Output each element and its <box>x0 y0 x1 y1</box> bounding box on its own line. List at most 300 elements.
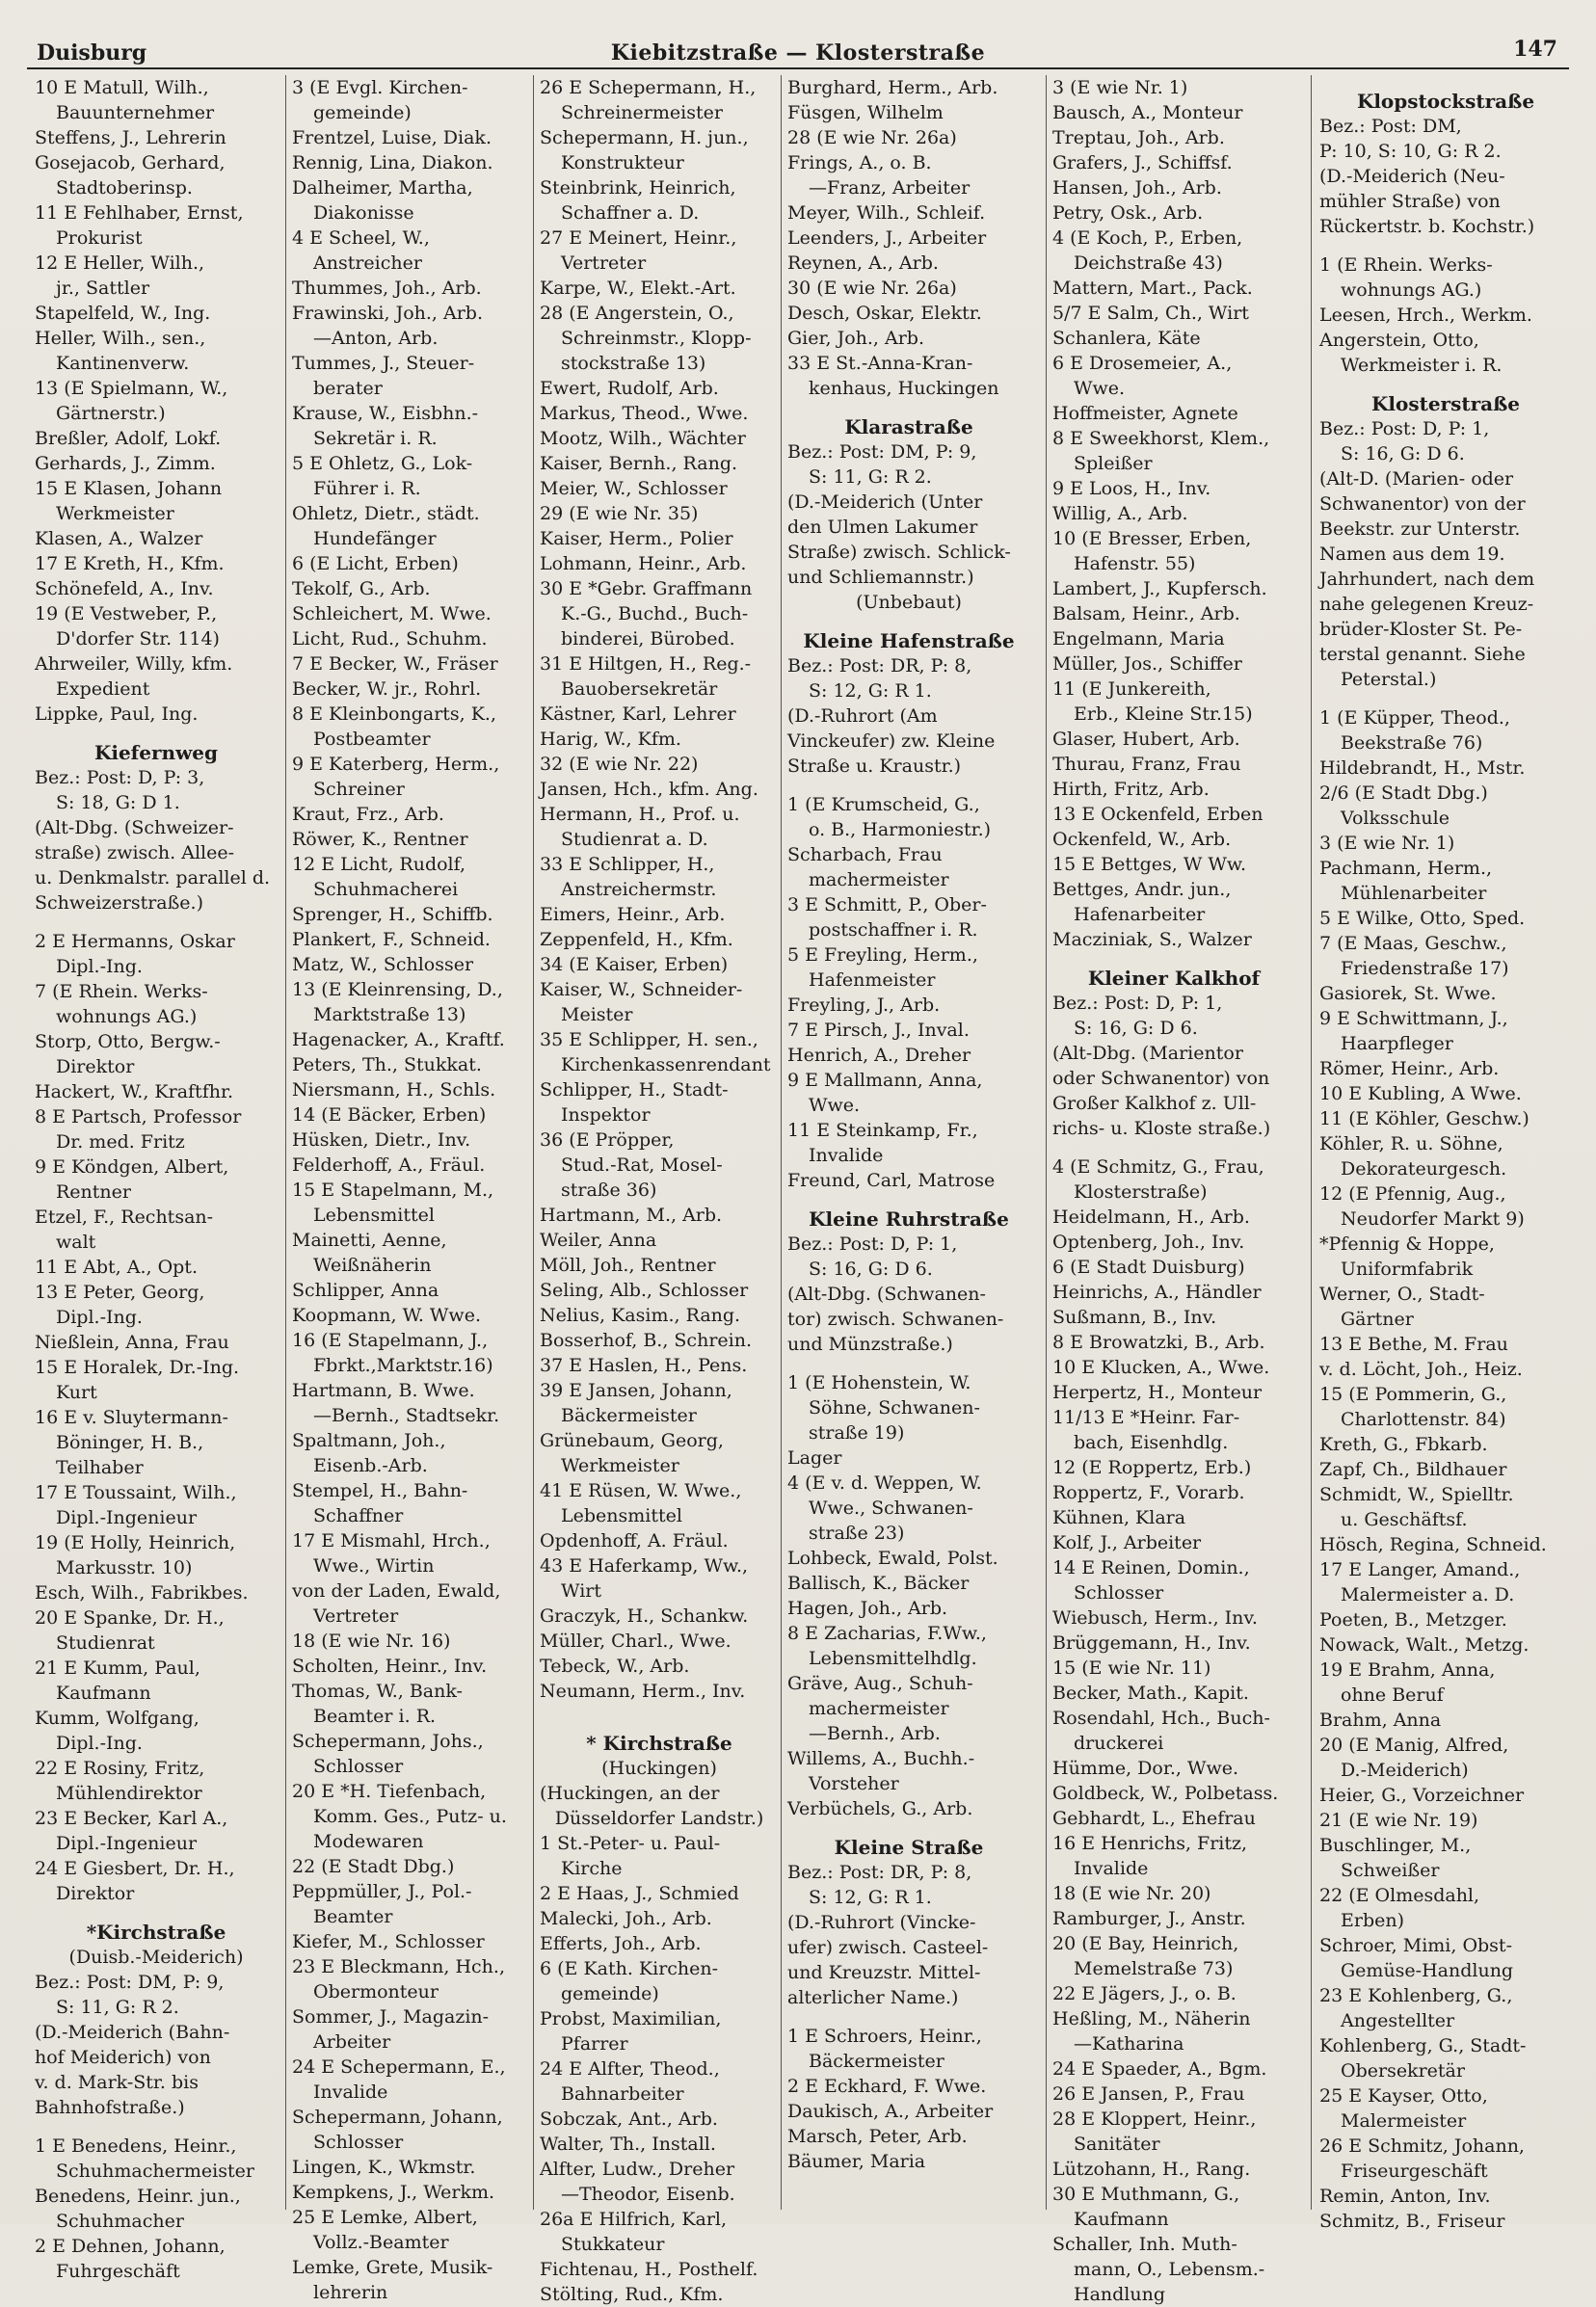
entry-line: Hundefänger <box>313 528 437 549</box>
entry-line: 22 E Jägers, J., o. B. <box>1052 1983 1237 2004</box>
entry-line: 20 E Spanke, Dr. H., <box>35 1607 225 1629</box>
entry-line: Henrich, A., Dreher <box>787 1045 971 1066</box>
entry-line: Lebensmittel <box>561 1505 682 1526</box>
entry-line: Stölting, Rud., Kfm. <box>540 2284 724 2305</box>
entry-line: Markus, Theod., Wwe. <box>540 403 749 424</box>
spacer <box>1052 1141 1295 1154</box>
entry-line: Dekorateurgesch. <box>1341 1158 1507 1180</box>
entry-line: 28 (E wie Nr. 26a) <box>787 127 957 148</box>
entry-line: Gier, Joh., Arb. <box>787 328 924 349</box>
entry-line: Beekstraße 76) <box>1341 732 1483 754</box>
entry-line: 17 E Langer, Amand., <box>1319 1559 1521 1580</box>
entry-line: 10 E Klucken, A., Wwe. <box>1052 1357 1270 1378</box>
entry-line: Wirt <box>561 1580 601 1602</box>
entry-line: Mühlendirektor <box>56 1783 202 1804</box>
entry-line: Ahrweiler, Willy, kfm. <box>35 653 233 675</box>
entry-line: Dr. med. Fritz <box>56 1131 185 1153</box>
entry-line: Schreiner <box>313 779 405 800</box>
entry-line: Schlosser <box>313 1756 404 1777</box>
entry-line: richs- u. Kloste straße.) <box>1052 1118 1271 1139</box>
entry-line: Bez.: Post: D, P: 1, <box>787 1233 958 1255</box>
entry-line: 3 E Schmitt, P., Ober- <box>787 894 987 915</box>
entry-line: Hümme, Dor., Wwe. <box>1052 1758 1239 1779</box>
entry-line: Eimers, Heinr., Arb. <box>540 904 726 925</box>
entry-line: 7 E Becker, W., Fräser <box>292 653 498 675</box>
entry-line: 24 E Giesbert, Dr. H., <box>35 1858 235 1879</box>
entry-line: Postbeamter <box>313 729 431 750</box>
entry-line: 27 E Meinert, Heinr., <box>540 227 737 249</box>
entry-line: 15 E Bettges, W Ww. <box>1052 854 1246 875</box>
entry-line: 11 (E Köhler, Geschw.) <box>1319 1108 1530 1129</box>
entry-line: Inspektor <box>561 1104 651 1126</box>
entry-line: wohnungs AG.) <box>1341 279 1482 301</box>
entry-line: straße 19) <box>809 1422 905 1444</box>
entry-line: Dipl.-Ing. <box>56 1307 143 1328</box>
entry-line: 5 E Wilke, Otto, Sped. <box>1319 908 1526 929</box>
entry-line: gemeinde) <box>561 1983 659 2004</box>
entry-line: Lager <box>787 1447 842 1469</box>
entry-line: Gärtner <box>1341 1309 1414 1330</box>
entry-line: Prokurist <box>56 227 143 249</box>
entry-line: Mattern, Mart., Pack. <box>1052 278 1253 299</box>
entry-line: tor) zwisch. Schwanen- <box>787 1309 1004 1330</box>
entry-line: Angerstein, Otto, <box>1319 330 1479 351</box>
spacer <box>787 2010 1030 2024</box>
entry-line: —Anton, Arb. <box>313 328 439 349</box>
entry-line: Modewaren <box>313 1831 424 1852</box>
entry-line: 10 (E Bresser, Erben, <box>1052 528 1252 549</box>
entry-line: Hoffmeister, Agnete <box>1052 403 1238 424</box>
entry-line: 9 E Schwittmann, J., <box>1319 1008 1508 1029</box>
entry-line: 11 (E Junkereith, <box>1052 678 1211 700</box>
entry-line: Scholten, Heinr., Inv. <box>292 1656 488 1677</box>
entry-line: Spleißer <box>1074 453 1153 474</box>
entry-line: Müller, Jos., Schiffer <box>1052 653 1242 675</box>
entry-line: 11 E Fehlhaber, Ernst, <box>35 202 244 224</box>
entry-line: Dipl.-Ing. <box>56 956 143 977</box>
entry-line: Komm. Ges., Putz- u. <box>313 1806 507 1827</box>
entry-line: Bahnhofstraße.) <box>35 2097 185 2118</box>
entry-line: 25 E Lemke, Albert, <box>292 2207 478 2228</box>
entry-line: Gasiorek, St. Wwe. <box>1319 983 1497 1004</box>
entry-line: 12 E Licht, Rudolf, <box>292 854 466 875</box>
entry-line: Peppmüller, J., Pol.- <box>292 1881 472 1902</box>
entry-line: Schweizerstraße.) <box>35 892 203 914</box>
entry-line: Schanlera, Käte <box>1052 328 1201 349</box>
entry-line: 14 E Reinen, Domin., <box>1052 1557 1250 1578</box>
entry-line: 5 E Freyling, Herm., <box>787 944 978 966</box>
entry-line: Bosserhof, B., Schrein. <box>540 1330 752 1351</box>
entry-line: Bez.: Post: D, P: 1, <box>1052 993 1223 1014</box>
entry-line: Harig, W., Kfm. <box>540 729 681 750</box>
entry-line: Ramburger, J., Anstr. <box>1052 1908 1246 1929</box>
page-number: 147 <box>1513 37 1557 62</box>
entry-line: Thurau, Franz, Frau <box>1052 754 1241 775</box>
entry-line: Bez.: Post: D, P: 1, <box>1319 418 1490 439</box>
entry-line: Frawinski, Joh., Arb. <box>292 303 484 324</box>
street-heading: * Kirchstraße <box>586 1732 732 1755</box>
entry-line: Mootz, Wilh., Wächter <box>540 428 746 449</box>
entry-line: Ohletz, Dietr., städt. <box>292 503 480 524</box>
entry-line: Bez.: Post: DR, P: 8, <box>787 1862 972 1883</box>
entry-line: und Münzstraße.) <box>787 1334 953 1355</box>
entry-line: Steinbrink, Heinrich, <box>540 177 736 199</box>
entry-line: 8 E Zacharias, F.Ww., <box>787 1623 987 1644</box>
entry-line: Leesen, Hrch., Werkm. <box>1319 305 1532 326</box>
entry-line: Rentner <box>56 1181 131 1203</box>
entry-line: 12 E Heller, Wilh., <box>35 252 205 274</box>
entry-line: Pachmann, Herm., <box>1319 858 1493 879</box>
entry-line: Hildebrandt, H., Mstr. <box>1319 757 1526 779</box>
entry-line: Schlipper, H., Stadt- <box>540 1079 729 1100</box>
entry-line: 4 E Scheel, W., <box>292 227 430 249</box>
entry-line: Hartmann, B. Wwe. <box>292 1380 475 1401</box>
entry-line: Köhler, R. u. Söhne, <box>1319 1133 1503 1154</box>
entry-line: Brüggemann, H., Inv. <box>1052 1632 1251 1654</box>
entry-line: Fbrkt.,Marktstr.16) <box>313 1355 493 1376</box>
entry-line: 16 E Henrichs, Fritz, <box>1052 1833 1248 1854</box>
entry-line: machermeister <box>809 1698 949 1719</box>
entry-line: Dalheimer, Martha, <box>292 177 473 199</box>
entry-line: Eisenb.-Arb. <box>313 1455 428 1476</box>
entry-line: Kirche <box>561 1858 623 1879</box>
entry-line: 2 E Hermanns, Oskar <box>35 931 235 952</box>
entry-line: Erben) <box>1341 1910 1405 1931</box>
entry-line: Hansen, Joh., Arb. <box>1052 177 1222 199</box>
entry-line: Obermonteur <box>313 1981 439 2002</box>
entry-line: 4 (E Koch, P., Erben, <box>1052 227 1243 249</box>
entry-line: Kreth, G., Fbkarb. <box>1319 1434 1488 1455</box>
entry-line: 1 (E Krumscheid, G., <box>787 794 980 815</box>
entry-line: Heier, G., Vorzeichner <box>1319 1785 1525 1806</box>
entry-line: 16 E v. Sluytermann- <box>35 1407 228 1428</box>
entry-line: Heidelmann, H., Arb. <box>1052 1207 1250 1228</box>
entry-line: Willig, A., Arb. <box>1052 503 1188 524</box>
entry-line: Roppertz, F., Vorarb. <box>1052 1482 1245 1503</box>
entry-line: Freyling, J., Arb. <box>787 994 941 1016</box>
entry-line: 12 (E Roppertz, Erb.) <box>1052 1457 1252 1478</box>
entry-line: 21 (E wie Nr. 19) <box>1319 1810 1478 1831</box>
entry-line: Niersmann, H., Schls. <box>292 1079 496 1100</box>
entry-line: Tebeck, W., Arb. <box>540 1656 690 1677</box>
entry-line: 18 (E wie Nr. 20) <box>1052 1883 1211 1904</box>
entry-line: 13 (E Kleinrensing, D., <box>292 979 503 1000</box>
entry-line: Füsgen, Wilhelm <box>787 102 944 123</box>
entry-line: straße) zwisch. Allee- <box>35 842 235 863</box>
entry-line: *Pfennig & Hoppe, <box>1319 1233 1495 1255</box>
entry-line: D'dorfer Str. 114) <box>56 628 220 650</box>
entry-line: Schuhmachermeister <box>56 2161 254 2182</box>
entry-line: 30 E *Gebr. Graffmann <box>540 578 753 599</box>
entry-line: Kirchenkassenrendant <box>561 1054 771 1075</box>
entry-line: wohnungs AG.) <box>56 1006 198 1027</box>
entry-line: Gräve, Aug., Schuh- <box>787 1673 973 1694</box>
entry-line: Hüsken, Dietr., Inv. <box>292 1129 471 1151</box>
entry-line: Beamter <box>313 1906 393 1927</box>
entry-line: Düsseldorfer Landstr.) <box>554 1808 764 1829</box>
entry-line: Böninger, H. B., <box>56 1432 204 1453</box>
entry-line: Meier, W., Schlosser <box>540 478 728 499</box>
entry-line: Fuhrgeschäft <box>56 2261 180 2282</box>
entry-line: Lützohann, H., Rang. <box>1052 2159 1251 2180</box>
street-heading: *Kirchstraße <box>86 1921 226 1944</box>
entry-line: Gebhardt, L., Ehefrau <box>1052 1808 1256 1829</box>
entry-line: 23 E Kohlenberg, G., <box>1319 1985 1513 2006</box>
entry-line: Schlosser <box>313 2132 404 2153</box>
entry-line: Schönefeld, A., Inv. <box>35 578 214 599</box>
entry-line: Schleichert, M. Wwe. <box>292 603 492 624</box>
entry-line: 17 E Kreth, H., Kfm. <box>35 553 225 574</box>
entry-line: Rennig, Lina, Diakon. <box>292 152 493 173</box>
street-heading: Kleine Hafenstraße <box>803 629 1015 652</box>
entry-line: 16 (E Stapelmann, J., <box>292 1330 489 1351</box>
entry-line: Führer i. R. <box>313 478 421 499</box>
entry-line: Lemke, Grete, Musik- <box>292 2257 493 2278</box>
entry-line: 41 E Rüsen, W. Wwe., <box>540 1480 742 1501</box>
entry-line: Tummes, J., Steuer- <box>292 353 475 374</box>
entry-line: Bez.: Post: DM, P: 9, <box>787 441 977 463</box>
entry-line: Alfter, Ludw., Dreher <box>540 2159 735 2180</box>
entry-line: Werner, O., Stadt- <box>1319 1284 1485 1305</box>
entry-line: 7 (E Rhein. Werks- <box>35 981 208 1002</box>
entry-line: Hartmann, M., Arb. <box>540 1205 723 1226</box>
column-1 <box>35 75 278 2282</box>
entry-line: Möll, Joh., Rentner <box>540 1255 716 1276</box>
entry-line: Kühnen, Klara <box>1052 1507 1186 1528</box>
entry-line: Malermeister a. D. <box>1341 1584 1515 1605</box>
entry-line: 26 E Schepermann, H., <box>540 77 757 98</box>
street-heading: Kleiner Kalkhof <box>1087 967 1261 990</box>
entry-line: Leenders, J., Arbeiter <box>787 227 987 249</box>
entry-line: Meyer, Wilh., Schleif. <box>787 202 986 224</box>
entry-line: (Alt-Dbg. (Schwanen- <box>787 1284 986 1305</box>
entry-line: 6 E Drosemeier, A., <box>1052 353 1233 374</box>
entry-line: oder Schwanentor) von <box>1052 1068 1270 1089</box>
entry-line: Friseurgeschäft <box>1341 2161 1488 2182</box>
entry-line: Weiler, Anna <box>540 1230 657 1251</box>
entry-line: Direktor <box>56 1056 135 1077</box>
entry-line: 13 E Bethe, M. Frau <box>1319 1334 1508 1355</box>
entry-line: 11 E Abt, A., Opt. <box>35 1257 198 1278</box>
entry-line: Söhne, Schwanen- <box>809 1397 980 1419</box>
entry-line: Expedient <box>56 678 150 700</box>
entry-line: Etzel, F., Rechtsan- <box>35 1207 214 1228</box>
column-5 <box>1046 75 1295 2305</box>
entry-line: Frings, A., o. B. <box>787 152 932 173</box>
entry-line: Wiebusch, Herm., Inv. <box>1052 1607 1258 1629</box>
entry-line: 19 (E Vestweber, P., <box>35 603 218 624</box>
entry-line: Bäumer, Maria <box>787 2151 926 2172</box>
column-4 <box>781 75 1030 2210</box>
entry-line: Invalide <box>313 2082 388 2103</box>
entry-line: kenhaus, Huckingen <box>809 378 999 399</box>
entry-line: Erb., Kleine Str.15) <box>1074 703 1253 725</box>
entry-line: 7 E Pirsch, J., Inval. <box>787 1020 970 1041</box>
entry-line: von der Laden, Ewald, <box>292 1580 501 1602</box>
entry-line: Nelius, Kasim., Rang. <box>540 1305 741 1326</box>
entry-line: Vorsteher <box>809 1773 899 1794</box>
entry-line: Macziniak, S., Walzer <box>1052 929 1252 950</box>
entry-line: jr., Sattler <box>56 278 150 299</box>
entry-line: (Alt-Dbg. (Schweizer- <box>35 817 234 838</box>
column-3 <box>533 75 779 2305</box>
entry-line: Hackert, W., Kraftfhr. <box>35 1081 233 1102</box>
entry-line: (D.-Meiderich (Neu- <box>1319 166 1505 187</box>
entry-line: Grafers, J., Schiffsf. <box>1052 152 1233 173</box>
entry-line: Peterstal.) <box>1341 669 1437 690</box>
entry-line: Neudorfer Markt 9) <box>1341 1208 1525 1230</box>
entry-line: Vollz.-Beamter <box>313 2232 449 2253</box>
entry-line: Bettges, Andr. jun., <box>1052 879 1232 900</box>
entry-line: 12 (E Pfennig, Aug., <box>1319 1183 1506 1205</box>
entry-line: Friedenstraße 17) <box>1341 958 1509 979</box>
entry-line: 15 (E Pommerin, G., <box>1319 1384 1507 1405</box>
entry-line: (D.-Ruhrort (Vincke- <box>787 1912 976 1933</box>
entry-line: Diakonisse <box>313 202 414 224</box>
entry-line: Bez.: Post: DM, P: 9, <box>35 1972 225 1993</box>
entry-line: Gärtnerstr.) <box>56 403 166 424</box>
entry-line: 33 E Schlipper, H., <box>540 854 715 875</box>
entry-line: Schuhmacherei <box>313 879 459 900</box>
entry-line: Großer Kalkhof z. Ull- <box>1052 1093 1257 1114</box>
entry-line: 8 E Kleinbongarts, K., <box>292 703 497 725</box>
entry-line: alterlicher Name.) <box>787 1987 959 2008</box>
entry-line: Sanitäter <box>1074 2134 1160 2155</box>
entry-line: 3 (E Evgl. Kirchen- <box>292 77 468 98</box>
entry-line: Bez.: Post: D, P: 3, <box>35 767 205 788</box>
entry-line: 18 (E wie Nr. 16) <box>292 1631 451 1652</box>
entry-line: Zeppenfeld, H., Kfm. <box>540 929 733 950</box>
entry-line: 28 (E Angerstein, O., <box>540 303 734 324</box>
entry-line: Ewert, Rudolf, Arb. <box>540 378 719 399</box>
spacer <box>540 1704 779 1717</box>
entry-line: 36 (E Pröpper, <box>540 1129 675 1151</box>
street-heading: Klarastraße <box>844 415 973 438</box>
entry-line: Invalide <box>809 1145 884 1166</box>
entry-line: Schuhmacher <box>56 2211 184 2232</box>
entry-line: 7 (E Maas, Geschw., <box>1319 933 1507 954</box>
entry-line: 20 E *H. Tiefenbach, <box>292 1781 487 1802</box>
entry-line: Krause, W., Eisbhn.- <box>292 403 479 424</box>
street-heading: Kleine Ruhrstraße <box>809 1207 1009 1231</box>
entry-line: Engelmann, Maria <box>1052 628 1225 650</box>
entry-line: —Bernh., Stadtsekr. <box>313 1405 500 1426</box>
entry-line: Storp, Otto, Bergw.- <box>35 1031 221 1052</box>
entry-line: 8 E Browatzki, B., Arb. <box>1052 1332 1265 1353</box>
entry-line: 39 E Jansen, Johann, <box>540 1380 732 1401</box>
entry-line: Deichstraße 43) <box>1074 252 1223 274</box>
entry-line: nahe gelegenen Kreuz- <box>1319 594 1534 615</box>
entry-line: 4 (E v. d. Weppen, W. <box>787 1472 982 1494</box>
entry-line: 1 E Benedens, Heinr., <box>35 2135 237 2157</box>
entry-line: Sommer, J., Magazin- <box>292 2006 490 2028</box>
entry-line: Ballisch, K., Bäcker <box>787 1573 970 1594</box>
entry-line: Heinrichs, A., Händler <box>1052 1282 1262 1303</box>
entry-line: 26a E Hilfrich, Karl, <box>540 2209 728 2230</box>
entry-line: Gerhards, J., Zimm. <box>35 453 216 474</box>
entry-line: Wwe. <box>1074 378 1126 399</box>
entry-line: S: 18, G: D 1. <box>56 792 180 813</box>
entry-line: Lebensmittelhdlg. <box>809 1648 977 1669</box>
entry-line: Kaufmann <box>1074 2209 1169 2230</box>
entry-line: den Ulmen Lakumer <box>787 517 978 538</box>
entry-line: Sußmann, B., Inv. <box>1052 1307 1217 1328</box>
entry-line: Uniformfabrik <box>1341 1259 1474 1280</box>
entry-line: Scharbach, Frau <box>787 844 943 865</box>
page-header <box>27 37 1569 69</box>
entry-line: Fichtenau, H., Posthelf. <box>540 2259 758 2280</box>
entry-line: D.-Meiderich) <box>1341 1760 1469 1781</box>
header-street-range: Kiebitzstraße — Klosterstraße <box>610 40 986 66</box>
entry-line: 21 E Kumm, Paul, <box>35 1657 200 1679</box>
entry-line: und Schliemannstr.) <box>787 567 974 588</box>
entry-line: 31 E Hiltgen, H., Reg.- <box>540 653 752 675</box>
entry-line: Grünebaum, Georg, <box>540 1430 724 1451</box>
entry-line: Wwe., Schwanen- <box>809 1498 973 1519</box>
entry-line: Sekretär i. R. <box>313 428 438 449</box>
entry-line: 17 E Mismahl, Hrch., <box>292 1530 491 1551</box>
spacer <box>35 915 278 929</box>
entry-line: Gemüse-Handlung <box>1341 1960 1514 1981</box>
entry-line: —Bernh., Arb. <box>809 1723 941 1744</box>
entry-line: (Huckingen, an der <box>540 1783 720 1804</box>
entry-line: u. Geschäftsf. <box>1341 1509 1468 1530</box>
entry-line: Marktstraße 13) <box>313 1004 466 1025</box>
entry-line: Steffens, J., Lehrerin <box>35 127 226 148</box>
entry-line: (Alt-D. (Marien- oder <box>1319 468 1514 490</box>
entry-line: Balsam, Heinr., Arb. <box>1052 603 1240 624</box>
entry-line: Bäckermeister <box>561 1405 697 1426</box>
entry-line: 20 (E Bay, Heinrich, <box>1052 1933 1239 1954</box>
entry-line: Gosejacob, Gerhard, <box>35 152 226 173</box>
entry-line: Efferts, Joh., Arb. <box>540 1933 702 1954</box>
entry-line: Thomas, W., Bank- <box>292 1681 463 1702</box>
entry-line: Klasen, A., Walzer <box>35 528 203 549</box>
entry-line: brüder-Kloster St. Pe- <box>1319 619 1523 640</box>
entry-line: Becker, Math., Kapit. <box>1052 1683 1249 1704</box>
entry-line: Beekstr. zur Unterstr. <box>1319 518 1521 540</box>
entry-line: 26 E Schmitz, Johann, <box>1319 2135 1525 2157</box>
entry-line: Wwe. <box>809 1095 861 1116</box>
entry-line: (Duisb.-Meiderich) <box>68 1947 244 1968</box>
entry-line: P: 10, S: 10, G: R 2. <box>1319 141 1502 162</box>
entry-line: Lingen, K., Wkmstr. <box>292 2157 476 2178</box>
entry-line: 10 E Kubling, A Wwe. <box>1319 1083 1522 1104</box>
entry-line: Probst, Maximilian, <box>540 2008 722 2029</box>
entry-line: Koopmann, W. Wwe. <box>292 1305 481 1326</box>
entry-line: Nowack, Walt., Metzg. <box>1319 1634 1530 1656</box>
entry-line: Jahrhundert, nach dem <box>1319 569 1535 590</box>
entry-line: 2/6 (E Stadt Dbg.) <box>1319 782 1488 804</box>
entry-line: Schwanentor) von der <box>1319 493 1526 515</box>
entry-line: Daukisch, A., Arbeiter <box>787 2101 994 2122</box>
entry-line: 13 E Ockenfeld, Erben <box>1052 804 1264 825</box>
entry-line: Spaltmann, Joh., <box>292 1430 446 1451</box>
entry-line: 32 (E wie Nr. 22) <box>540 754 699 775</box>
entry-line: Teilhaber <box>56 1457 144 1478</box>
entry-line: Goldbeck, W., Polbetass. <box>1052 1783 1279 1804</box>
entry-line: Kurt <box>56 1382 97 1403</box>
entry-line: 5/7 E Salm, Ch., Wirt <box>1052 303 1249 324</box>
entry-line: 22 (E Olmesdahl, <box>1319 1885 1480 1906</box>
entry-line: —Katharina <box>1074 2033 1184 2055</box>
entry-line: Bahnarbeiter <box>561 2083 684 2105</box>
entry-line: 10 E Matull, Wilh., <box>35 77 209 98</box>
entry-line: 1 (E Küpper, Theod., <box>1319 707 1510 729</box>
entry-line: (D.-Ruhrort (Am <box>787 705 938 727</box>
entry-line: Verbüchels, G., Arb. <box>787 1798 973 1819</box>
entry-line: 1 E Schroers, Heinr., <box>787 2026 982 2047</box>
